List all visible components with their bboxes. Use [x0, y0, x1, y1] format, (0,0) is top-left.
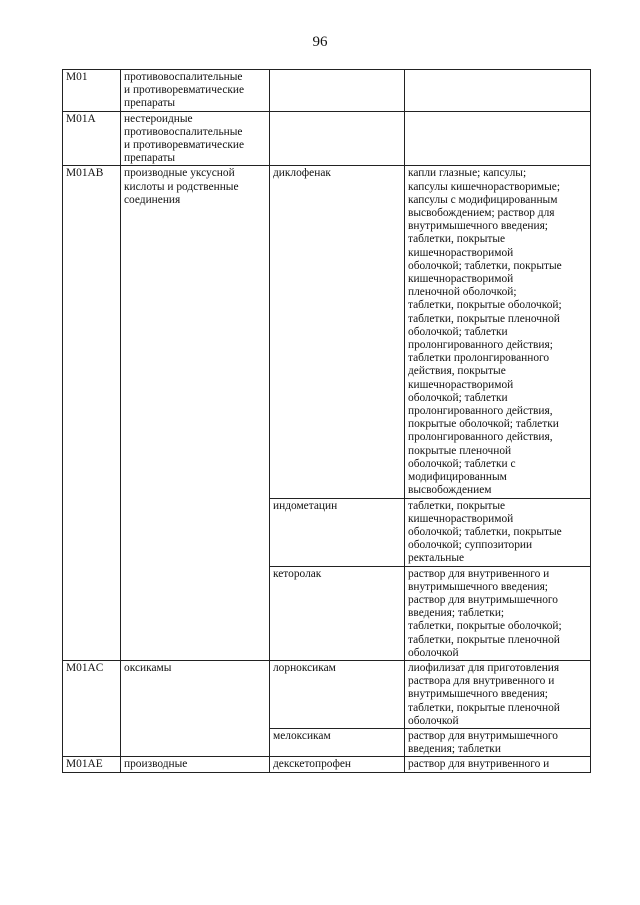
inn-cell: лорноксикам — [270, 660, 405, 728]
group-name-cell: нестероидные противовоспалительные и противоревматические препараты — [121, 111, 270, 166]
table-row — [63, 70, 591, 112]
dosage-forms-cell: таблетки, покрытые кишечнорастворимой оболочкой; таблетки, покрытые оболочкой; суппозитории ректальные — [405, 498, 591, 566]
drug-classification-table — [62, 69, 591, 773]
dosage-forms-cell: раствор для внутримышечного введения; таблетки — [405, 728, 591, 756]
dosage-forms-cell: раствор для внутривенного и внутримышечного введения; раствор для внутримышечного введения; таблетки; таблетки, покрытые оболочкой; таблетки, покрытые пленочной оболочкой — [405, 566, 591, 660]
table-row — [63, 166, 591, 498]
group-name-cell: производные — [121, 757, 270, 772]
atc-code-cell: M01 — [63, 70, 121, 112]
page-number: 96 — [312, 34, 328, 50]
atc-code-cell: M01A — [63, 111, 121, 166]
inn-cell — [270, 111, 405, 166]
inn-cell: индометацин — [270, 498, 405, 566]
inn-cell: мелоксикам — [270, 728, 405, 756]
dosage-forms-cell: капли глазные; капсулы; капсулы кишечнорастворимые; капсулы с модифицированным высвобождением; раствор для внутримышечного введения; таблетки, покрытые кишечнорастворимой оболочкой; таблетки, покрытые кишечнорастворимой пленочной оболочкой; таблетки, покрытые оболочкой; таблетки, покрытые пленочной оболочкой; таблетки пролонгированного действия; таблетки пролонгированного действия, покрытые кишечнорастворимой оболочкой; таблетки пролонгированного действия, покрытые оболочкой; таблетки пролонгированного действия, покрытые пленочной оболочкой; таблетки с модифицированным высвобождением — [405, 166, 591, 498]
dosage-forms-cell: раствор для внутривенного и — [405, 757, 591, 772]
group-name-cell: противовоспалительные и противоревматические препараты — [121, 70, 270, 112]
inn-cell: кеторолак — [270, 566, 405, 660]
table-row — [63, 757, 591, 772]
inn-cell — [270, 70, 405, 112]
inn-cell: декскетопрофен — [270, 757, 405, 772]
table-row — [63, 111, 591, 166]
atc-code-cell: M01AC — [63, 660, 121, 756]
dosage-forms-cell — [405, 111, 591, 166]
group-name-cell: оксикамы — [121, 660, 270, 756]
dosage-forms-cell — [405, 70, 591, 112]
dosage-forms-cell: лиофилизат для приготовления раствора для внутривенного и внутримышечного введения; таблетки, покрытые пленочной оболочкой — [405, 660, 591, 728]
inn-cell: диклофенак — [270, 166, 405, 498]
table-row — [63, 660, 591, 728]
atc-code-cell: M01AE — [63, 757, 121, 772]
group-name-cell: производные уксусной кислоты и родственные соединения — [121, 166, 270, 661]
atc-code-cell: M01AB — [63, 166, 121, 661]
